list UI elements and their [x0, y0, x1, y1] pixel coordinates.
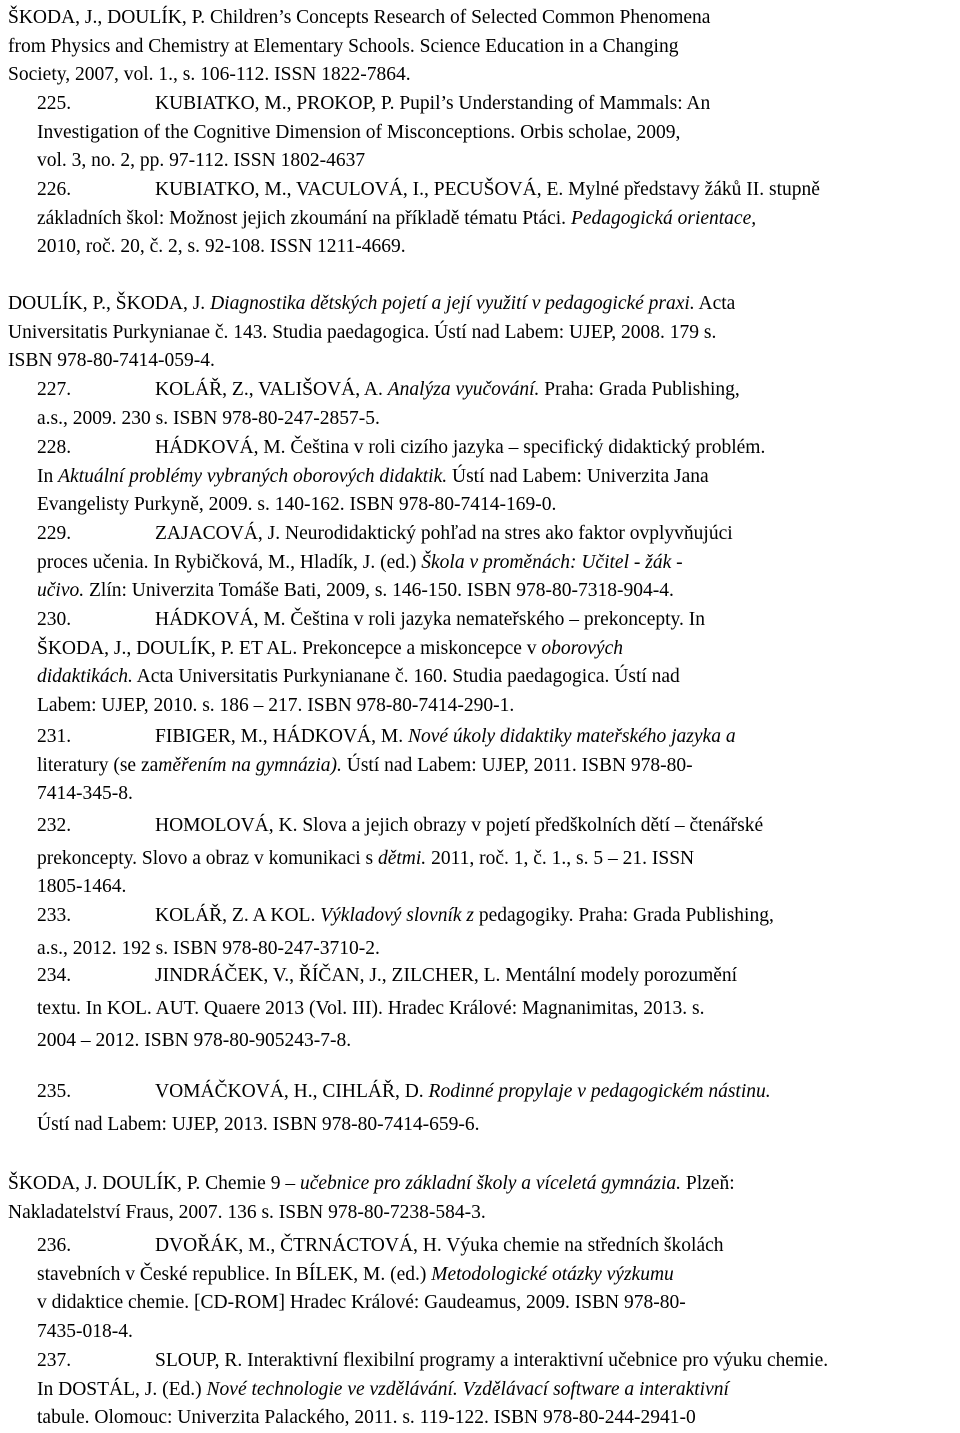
- reference-text: prekoncepty. Slovo a obraz v komunikaci s: [37, 847, 374, 869]
- reference-text: In DOSTÁL, J. (Ed.): [37, 1378, 202, 1400]
- reference-entry-230: [37, 606, 956, 720]
- reference-line: a.s., 2012. 192 s. ISBN 978-80-247-3710-2.: [37, 937, 380, 959]
- reference-title: měřením na gymnázia).: [158, 754, 342, 776]
- reference-line: HOMOLOVÁ, K. Slova a jejich obrazy v pojetí předškolních dětí – čtenářské: [155, 815, 764, 836]
- reference-entry-237: [37, 1347, 956, 1433]
- reference-text: Zlín: Univerzita Tomáše Bati, 2009, s. 146-150. ISBN 978-80-7318-904-4.: [88, 580, 674, 602]
- reference-number: 231.: [37, 726, 72, 747]
- reference-authors: VOMÁČKOVÁ, H., CIHLÁŘ, D.: [155, 1081, 424, 1102]
- reference-number: 232.: [37, 815, 72, 836]
- reference-entry-235: [37, 1078, 956, 1139]
- reference-line: KUBIATKO, M., VACULOVÁ, I., PECUŠOVÁ, E. Mylné představy žáků II. stupně: [155, 179, 820, 200]
- reference-line: ŠKODA, J., DOULÍK, P. Children’s Concepts Research of Selected Common Phenomena: [8, 7, 711, 28]
- reference-text: literatury (se za: [37, 754, 159, 776]
- reference-number: 226.: [37, 179, 72, 200]
- reference-number: 233.: [37, 905, 72, 926]
- reference-line: Society, 2007, vol. 1., s. 106-112. ISSN 1822-7864.: [8, 64, 411, 86]
- reference-title: didaktikách.: [37, 666, 133, 688]
- reference-line: KUBIATKO, M., PROKOP, P. Pupil’s Understanding of Mammals: An: [155, 93, 711, 114]
- reference-text: Ústí nad Labem: Univerzita Jana: [451, 465, 709, 487]
- reference-title: učebnice pro základní školy a víceletá gymnázia.: [299, 1173, 682, 1194]
- reference-entry: [8, 4, 956, 90]
- reference-title: učivo.: [37, 580, 85, 602]
- reference-line: Evangelisty Purkyně, 2009. s. 140-162. ISBN 978-80-7414-169-0.: [37, 494, 557, 516]
- reference-text: In: [37, 465, 54, 487]
- reference-title: dětmi.: [377, 847, 427, 869]
- reference-line: ZAJACOVÁ, J. Neurodidaktický pohľad na stres ako faktor ovplyvňujúci: [155, 523, 733, 544]
- reference-entry-231: [37, 723, 956, 809]
- reference-line: 2010, roč. 20, č. 2, s. 92-108. ISSN 1211-4669.: [37, 236, 406, 258]
- reference-entry-236: [37, 1232, 956, 1346]
- reference-entry-234: [37, 962, 956, 1056]
- reference-line: Ústí nad Labem: UJEP, 2013. ISBN 978-80-7414-659-6.: [37, 1113, 480, 1135]
- reference-number: 230.: [37, 609, 72, 630]
- reference-line: Nakladatelství Fraus, 2007. 136 s. ISBN 978-80-7238-584-3.: [8, 1201, 486, 1223]
- reference-line: Universitatis Purkynianae č. 143. Studia paedagogica. Ústí nad Labem: UJEP, 2008. 179 s.: [8, 321, 717, 343]
- reference-authors: KOLÁŘ, Z. A KOL.: [155, 905, 316, 926]
- reference-line: ISBN 978-80-7414-059-4.: [8, 350, 215, 372]
- reference-entry-228: [37, 434, 956, 520]
- reference-authors: KOLÁŘ, Z., VALIŠOVÁ, A.: [155, 379, 383, 400]
- reference-line: 1805-1464.: [37, 876, 127, 898]
- reference-entry-233: [37, 902, 956, 963]
- reference-line: základních škol: Možnost jejich zkoumání na příkladě tématu Ptáci.: [37, 207, 567, 229]
- reference-title: Analýza vyučování.: [387, 379, 540, 400]
- reference-title: Metodologické otázky výzkumu: [431, 1263, 674, 1285]
- reference-line: Labem: UJEP, 2010. s. 186 – 217. ISBN 978-80-7414-290-1.: [37, 694, 515, 716]
- reference-title: Nové úkoly didaktiky mateřského jazyka a: [407, 726, 736, 747]
- reference-text: stavebních v České republice. In BÍLEK, M. (ed.): [37, 1263, 427, 1285]
- reference-number: 228.: [37, 437, 72, 458]
- reference-text: Ústí nad Labem: UJEP, 2011. ISBN 978-80-: [346, 754, 693, 776]
- reference-title: oborových: [541, 637, 623, 659]
- reference-text: Plzeň:: [685, 1173, 735, 1194]
- reference-entry-226: [37, 176, 956, 262]
- reference-text: Praha: Grada Publishing,: [544, 379, 740, 400]
- reference-title: Aktuální problémy vybraných oborových didaktik.: [58, 465, 448, 487]
- reference-line: tabule. Olomouc: Univerzita Palackého, 2011. s. 119-122. ISBN 978-80-244-2941-0: [37, 1407, 696, 1429]
- reference-text: pedagogiky. Praha: Grada Publishing,: [478, 905, 774, 926]
- reference-line: 2004 – 2012. ISBN 978-80-905243-7-8.: [37, 1030, 352, 1052]
- reference-line: v didaktice chemie. [CD-ROM] Hradec Králové: Gaudeamus, 2009. ISBN 978-80-: [37, 1292, 686, 1314]
- reference-title: Nové technologie ve vzdělávání. Vzdělávací software a interaktivní: [206, 1378, 729, 1400]
- reference-text: ŠKODA, J., DOULÍK, P. ET AL. Prekoncepce a miskoncepce v: [37, 637, 537, 659]
- reference-authors: DOULÍK, P., ŠKODA, J.: [8, 293, 206, 314]
- reference-line: Investigation of the Cognitive Dimension of Misconceptions. Orbis scholae, 2009,: [37, 121, 681, 143]
- reference-number: 225.: [37, 93, 72, 114]
- reference-entry: [8, 1170, 956, 1227]
- reference-line: SLOUP, R. Interaktivní flexibilní programy a interaktivní učebnice pro výuku chemie.: [155, 1350, 829, 1371]
- reference-title: Škola v proměnách: Učitel - žák -: [421, 551, 683, 573]
- reference-line: textu. In KOL. AUT. Quaere 2013 (Vol. III). Hradec Králové: Magnanimitas, 2013. s.: [37, 997, 705, 1019]
- reference-number: 236.: [37, 1235, 72, 1256]
- reference-text: Acta Universitatis Purkynianane č. 160. Studia paedagogica. Ústí nad: [136, 666, 680, 688]
- reference-line: from Physics and Chemistry at Elementary Schools. Science Education in a Changing: [8, 35, 679, 57]
- reference-number: 235.: [37, 1081, 72, 1102]
- reference-line: vol. 3, no. 2, pp. 97-112. ISSN 1802-4637: [37, 150, 366, 172]
- reference-line: HÁDKOVÁ, M. Čeština v roli cizího jazyka – specifický didaktický problém.: [155, 437, 766, 458]
- reference-number: 237.: [37, 1350, 72, 1371]
- reference-line: HÁDKOVÁ, M. Čeština v roli jazyka nemateřského – prekoncepty. In: [155, 609, 706, 630]
- reference-entry-225: [37, 90, 956, 176]
- reference-text: 2011, roč. 1, č. 1., s. 5 – 21. ISSN: [431, 847, 695, 869]
- reference-number: 229.: [37, 523, 72, 544]
- reference-line: a.s., 2009. 230 s. ISBN 978-80-247-2857-5.: [37, 407, 380, 429]
- reference-entry: [8, 290, 956, 376]
- reference-text: Acta: [698, 293, 736, 314]
- reference-title: Diagnostika dětských pojetí a její využití v pedagogické praxi.: [210, 293, 695, 314]
- reference-line: JINDRÁČEK, V., ŘÍČAN, J., ZILCHER, L. Mentální modely porozumění: [155, 965, 738, 986]
- reference-line: DVOŘÁK, M., ČTRNÁCTOVÁ, H. Výuka chemie na středních školách: [155, 1235, 724, 1256]
- reference-line: 7435-018-4.: [37, 1320, 133, 1342]
- reference-entry-229: [37, 520, 956, 606]
- reference-text: proces učenia. In Rybičková, M., Hladík, J. (ed.): [37, 551, 417, 573]
- reference-journal: Pedagogická orientace,: [570, 207, 757, 229]
- reference-entry-232: [37, 812, 956, 902]
- reference-authors: ŠKODA, J. DOULÍK, P. Chemie 9 –: [8, 1173, 296, 1194]
- reference-title: Rodinné propylaje v pedagogickém nástinu.: [428, 1081, 771, 1102]
- reference-line: 7414-345-8.: [37, 783, 133, 805]
- reference-number: 227.: [37, 379, 72, 400]
- reference-authors: FIBIGER, M., HÁDKOVÁ, M.: [155, 726, 404, 747]
- reference-title: Výkladový slovník z: [320, 905, 474, 926]
- reference-number: 234.: [37, 965, 72, 986]
- reference-entry-227: [37, 376, 956, 433]
